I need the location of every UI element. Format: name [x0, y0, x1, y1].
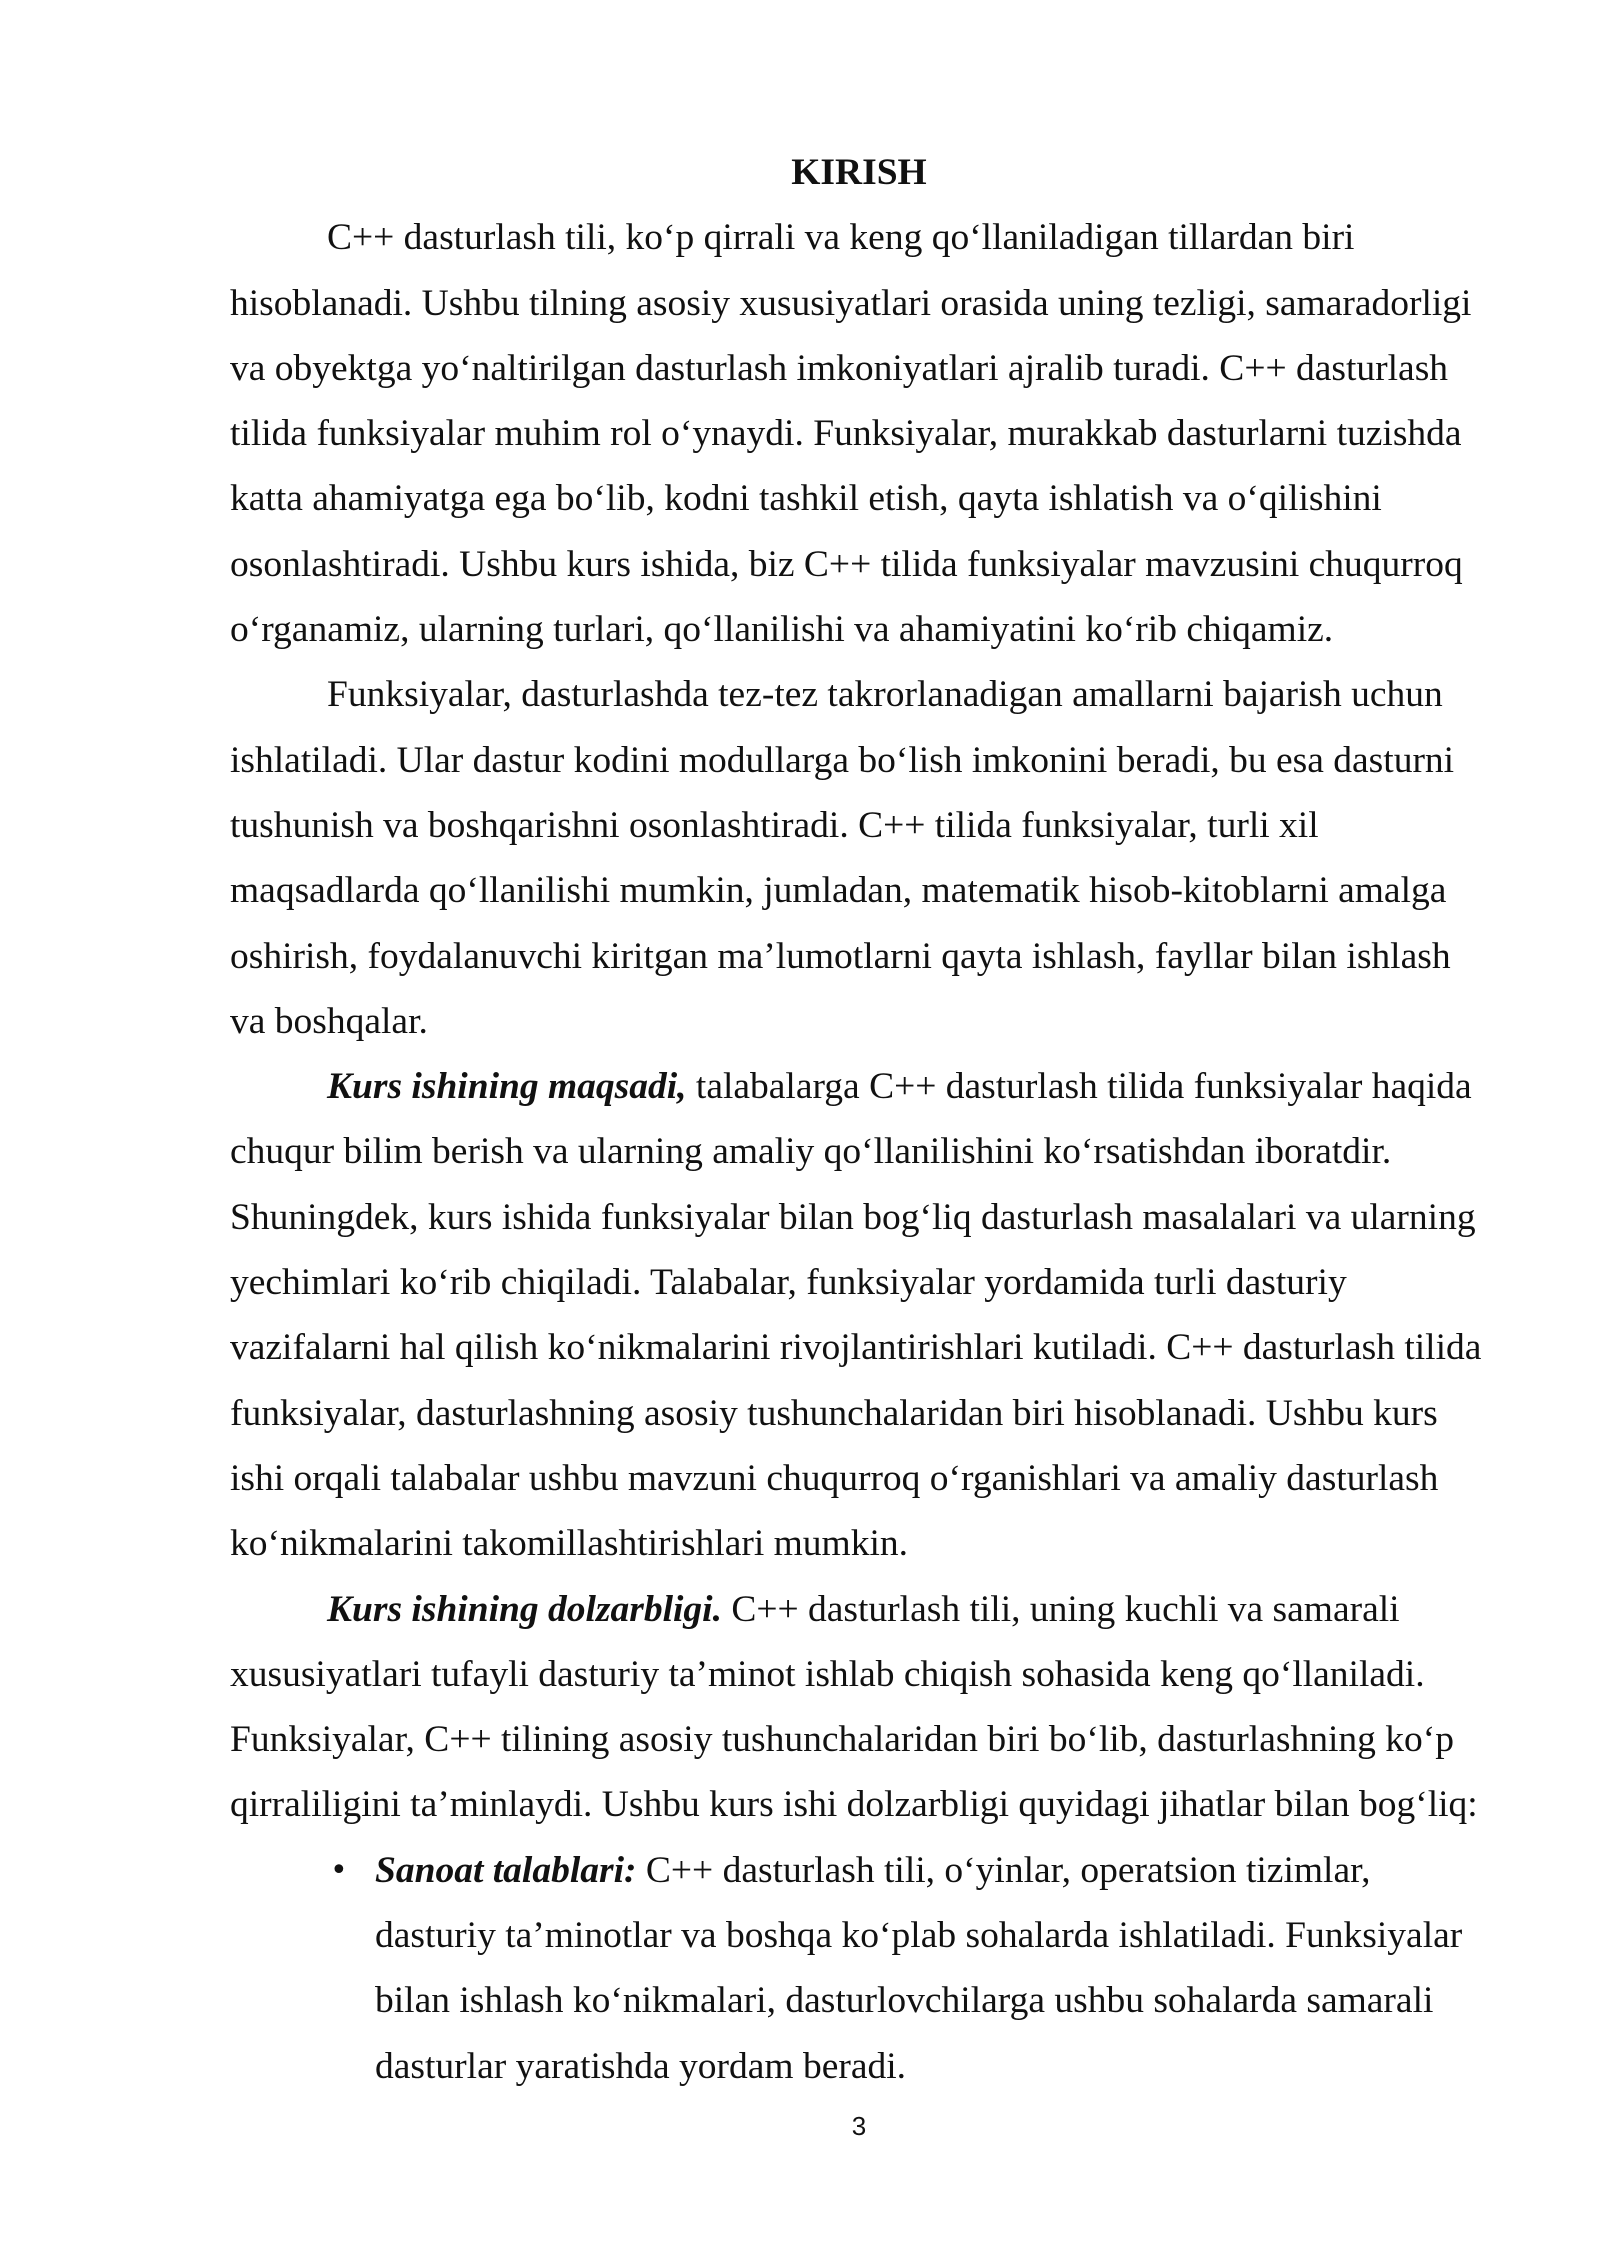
text-line: katta ahamiyatga ega bo‘lib, kodni tashkil etish, qayta ishlatish va o‘qilishini — [230, 478, 1382, 520]
text-line: va obyektga yo‘naltirilgan dasturlash imkoniyatlari ajralib turadi. C++ dasturlash — [230, 347, 1449, 389]
document-body — [230, 140, 1488, 2099]
text-run: C++ dasturlash tili, o‘yinlar, operatsion tizimlar, — [645, 1849, 1371, 1891]
text-line — [230, 1054, 1488, 1119]
text-line: xususiyatlari tufayli dasturiy ta’minot ishlab chiqish sohasida keng qo‘llaniladi. — [230, 1653, 1425, 1695]
bullet-marker: • — [330, 1852, 348, 1888]
text-line: va boshqalar. — [230, 1000, 428, 1042]
text-line: oshirish, foydalanuvchi kiritgan ma’lumotlarni qayta ishlash, fayllar bilan ishlash — [230, 935, 1451, 977]
paragraph-relevance — [230, 1577, 1488, 1838]
text-run: C++ dasturlash tili, uning kuchli va samarali — [731, 1588, 1400, 1630]
text-line: osonlashtiradi. Ushbu kurs ishida, biz C++ tilida funksiyalar mavzusini chuqurroq — [230, 543, 1463, 585]
text-line — [230, 1838, 1488, 1903]
paragraph-intro — [230, 205, 1488, 662]
text-line: tushunish va boshqarishni osonlashtiradi. C++ tilida funksiyalar, turli xil — [230, 804, 1319, 846]
bullet-list — [230, 1838, 1488, 2099]
page-number: 3 — [851, 2111, 867, 2141]
text-line: ko‘nikmalarini takomillashtirishlari mumkin. — [230, 1523, 909, 1565]
text-run: talabalarga C++ dasturlash tilida funksiyalar haqida — [695, 1066, 1472, 1108]
text-line: ishi orqali talabalar ushbu mavzuni chuqurroq o‘rganishlari va amaliy dasturlash — [230, 1457, 1439, 1499]
paragraph-goal — [230, 1054, 1488, 1576]
text-line: C++ dasturlash tili, ko‘p qirrali va keng qo‘llaniladigan tillardan biri — [327, 217, 1355, 259]
text-line: Funksiyalar, dasturlashda tez-tez takrorlanadigan amallarni bajarish uchun — [327, 674, 1443, 716]
text-line: dasturiy ta’minotlar va boshqa ko‘plab sohalarda ishlatiladi. Funksiyalar — [375, 1915, 1463, 1957]
text-line — [230, 1577, 1488, 1642]
page-title: KIRISH — [791, 152, 927, 193]
text-line: hisoblanadi. Ushbu tilning asosiy xususiyatlari orasida uning tezligi, samaradorligi — [230, 282, 1472, 324]
paragraph-functions — [230, 662, 1488, 1054]
bullet-item — [230, 1838, 1488, 2099]
text-line: o‘rganamiz, ularning turlari, qo‘llanilishi va ahamiyatini ko‘rib chiqamiz. — [230, 609, 1334, 651]
text-line: maqsadlarda qo‘llanilishi mumkin, jumladan, matematik hisob-kitoblarni amalga — [230, 870, 1447, 912]
text-line: ishlatiladi. Ular dastur kodini modullarga bo‘lish imkonini beradi, bu esa dasturni — [230, 739, 1455, 781]
text-line: vazifalarni hal qilish ko‘nikmalarini rivojlantirishlari kutiladi. C++ dasturlash tilida — [230, 1327, 1482, 1369]
text-line: qirraliligini ta’minlaydi. Ushbu kurs ishi dolzarbligi quyidagi jihatlar bilan bog‘liq: — [230, 1784, 1478, 1826]
text-line: bilan ishlash ko‘nikmalari, dasturlovchilarga ushbu sohalarda samarali — [375, 1980, 1434, 2022]
text-line: dasturlar yaratishda yordam beradi. — [375, 2045, 907, 2087]
text-line: yechimlari ko‘rib chiqiladi. Talabalar, funksiyalar yordamida turli dasturiy — [230, 1262, 1347, 1304]
bold-italic-lead: Kurs ishining dolzarbligi. — [327, 1588, 722, 1630]
text-line: Funksiyalar, C++ tilining asosiy tushunchalaridan biri bo‘lib, dasturlashning ko‘p — [230, 1719, 1454, 1761]
text-line: Shuningdek, kurs ishida funksiyalar bilan bog‘liq dasturlash masalalari va ularning — [230, 1196, 1476, 1238]
bold-italic-lead: Sanoat talablari: — [375, 1849, 637, 1891]
text-line: funksiyalar, dasturlashning asosiy tushunchalaridan biri hisoblanadi. Ushbu kurs — [230, 1392, 1438, 1434]
text-line: tilida funksiyalar muhim rol o‘ynaydi. Funksiyalar, murakkab dasturlarni tuzishda — [230, 413, 1462, 455]
bold-italic-lead: Kurs ishining maqsadi, — [327, 1066, 687, 1108]
text-line: chuqur bilim berish va ularning amaliy qo‘llanilishini ko‘rsatishdan iboratdir. — [230, 1131, 1392, 1173]
